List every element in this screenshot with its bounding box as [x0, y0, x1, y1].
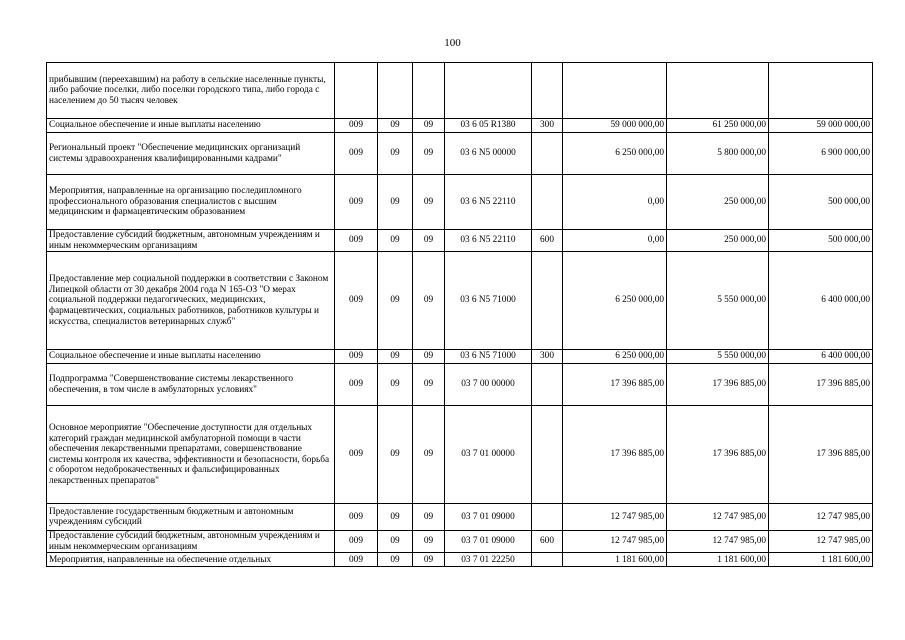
amount-year-2: 61 250 000,00 [667, 119, 769, 133]
amount-year-1: 0,00 [563, 230, 667, 252]
amount-year-2: 12 747 985,00 [667, 531, 769, 553]
amount-year-3: 500 000,00 [769, 230, 873, 252]
subsection-code: 09 [413, 119, 445, 133]
table-row [47, 531, 873, 553]
grbs-code: 009 [335, 504, 378, 531]
target-article-code: 03 6 N5 71000 [445, 252, 532, 350]
amount-year-3: 500 000,00 [769, 175, 873, 230]
subsection-code: 09 [413, 553, 445, 567]
subsection-code: 09 [413, 364, 445, 406]
subsection-code: 09 [413, 504, 445, 531]
table-row [47, 133, 873, 175]
expense-type-code [532, 504, 563, 531]
section-code: 09 [378, 133, 413, 175]
expense-type-code [532, 133, 563, 175]
row-name: прибывшим (переехавшим) на работу в сельские населенные пункты, либо рабочие поселки, либо поселки городского типа, либо города с населением до 50 тысяч человек [47, 63, 335, 119]
table-body [47, 63, 873, 567]
subsection-code: 09 [413, 531, 445, 553]
row-name: Предоставление государственным бюджетным и автономным учреждениям субсидий [47, 504, 335, 531]
subsection-code [413, 63, 445, 119]
subsection-code: 09 [413, 175, 445, 230]
amount-year-2: 5 800 000,00 [667, 133, 769, 175]
row-name: Подпрограмма "Совершенствование системы лекарственного обеспечения, в том числе в амбулаторных условиях" [47, 364, 335, 406]
section-code: 09 [378, 119, 413, 133]
grbs-code: 009 [335, 350, 378, 364]
row-name: Социальное обеспечение и иные выплаты населению [47, 350, 335, 364]
row-name: Предоставление субсидий бюджетным, автономным учреждениям и иным некоммерческим организациям [47, 531, 335, 553]
table-row [47, 119, 873, 133]
amount-year-2: 250 000,00 [667, 230, 769, 252]
expense-type-code: 600 [532, 531, 563, 553]
subsection-code: 09 [413, 230, 445, 252]
amount-year-1: 6 250 000,00 [563, 133, 667, 175]
amount-year-3: 6 900 000,00 [769, 133, 873, 175]
amount-year-3: 1 181 600,00 [769, 553, 873, 567]
row-name: Предоставление мер социальной поддержки в соответствии с Законом Липецкой области от 30 декабря 2004 года N 165-ОЗ "О мерах социальной поддержки педагогических, медицинских, фармацевтических, социальных работников, работников культуры и искусства, специалистов ветеринарных служб" [47, 252, 335, 350]
amount-year-3: 17 396 885,00 [769, 364, 873, 406]
table-row [47, 553, 873, 567]
table-row [47, 406, 873, 504]
row-name: Мероприятия, направленные на организацию последипломного профессионального образования специалистов с высшим медицинским и фармацевтическим образованием [47, 175, 335, 230]
page-number: 100 [444, 37, 461, 49]
amount-year-3 [769, 63, 873, 119]
target-article-code: 03 6 05 R1380 [445, 119, 532, 133]
amount-year-1: 17 396 885,00 [563, 364, 667, 406]
target-article-code: 03 7 01 22250 [445, 553, 532, 567]
amount-year-2: 12 747 985,00 [667, 504, 769, 531]
table-row [47, 175, 873, 230]
grbs-code: 009 [335, 406, 378, 504]
amount-year-3: 59 000 000,00 [769, 119, 873, 133]
amount-year-1: 17 396 885,00 [563, 406, 667, 504]
expense-type-code [532, 63, 563, 119]
grbs-code: 009 [335, 531, 378, 553]
row-name: Мероприятия, направленные на обеспечение отдельных [47, 553, 335, 567]
grbs-code: 009 [335, 119, 378, 133]
amount-year-3: 17 396 885,00 [769, 406, 873, 504]
amount-year-1: 12 747 985,00 [563, 504, 667, 531]
expense-type-code [532, 175, 563, 230]
grbs-code: 009 [335, 252, 378, 350]
section-code: 09 [378, 553, 413, 567]
amount-year-2: 5 550 000,00 [667, 350, 769, 364]
section-code: 09 [378, 350, 413, 364]
amount-year-3: 12 747 985,00 [769, 504, 873, 531]
amount-year-2 [667, 63, 769, 119]
amount-year-2: 17 396 885,00 [667, 364, 769, 406]
section-code: 09 [378, 504, 413, 531]
section-code: 09 [378, 252, 413, 350]
section-code [378, 63, 413, 119]
amount-year-1: 0,00 [563, 175, 667, 230]
amount-year-1: 59 000 000,00 [563, 119, 667, 133]
grbs-code: 009 [335, 175, 378, 230]
amount-year-3: 6 400 000,00 [769, 350, 873, 364]
subsection-code: 09 [413, 406, 445, 504]
target-article-code: 03 7 01 09000 [445, 531, 532, 553]
grbs-code [335, 63, 378, 119]
expense-type-code [532, 364, 563, 406]
subsection-code: 09 [413, 252, 445, 350]
grbs-code: 009 [335, 364, 378, 406]
amount-year-1: 6 250 000,00 [563, 350, 667, 364]
expense-type-code [532, 252, 563, 350]
row-name: Социальное обеспечение и иные выплаты населению [47, 119, 335, 133]
table-row [47, 504, 873, 531]
expense-type-code: 600 [532, 230, 563, 252]
amount-year-3: 6 400 000,00 [769, 252, 873, 350]
table-row [47, 364, 873, 406]
amount-year-1: 6 250 000,00 [563, 252, 667, 350]
grbs-code: 009 [335, 553, 378, 567]
table-row [47, 63, 873, 119]
target-article-code: 03 6 N5 71000 [445, 350, 532, 364]
row-name: Предоставление субсидий бюджетным, автономным учреждениям и иным некоммерческим организациям [47, 230, 335, 252]
amount-year-2: 250 000,00 [667, 175, 769, 230]
amount-year-1: 12 747 985,00 [563, 531, 667, 553]
target-article-code: 03 7 01 00000 [445, 406, 532, 504]
amount-year-1 [563, 63, 667, 119]
table-row [47, 252, 873, 350]
row-name: Основное мероприятие "Обеспечение доступности для отдельных категорий граждан медицинской амбулаторной помощи в части обеспечения лекарственными препаратами, совершенствование системы контроля их качества, эффективности и безопасности, борьба с оборотом недоброкачественных и фальсифицированных лекарственных препаратов" [47, 406, 335, 504]
amount-year-2: 17 396 885,00 [667, 406, 769, 504]
section-code: 09 [378, 406, 413, 504]
target-article-code: 03 6 N5 00000 [445, 133, 532, 175]
row-name: Региональный проект "Обеспечение медицинских организаций системы здравоохранения квалифицированными кадрами" [47, 133, 335, 175]
budget-table [46, 62, 873, 567]
table-row [47, 350, 873, 364]
amount-year-2: 5 550 000,00 [667, 252, 769, 350]
target-article-code: 03 6 N5 22110 [445, 230, 532, 252]
subsection-code: 09 [413, 350, 445, 364]
amount-year-1: 1 181 600,00 [563, 553, 667, 567]
subsection-code: 09 [413, 133, 445, 175]
target-article-code: 03 6 N5 22110 [445, 175, 532, 230]
amount-year-3: 12 747 985,00 [769, 531, 873, 553]
section-code: 09 [378, 175, 413, 230]
amount-year-2: 1 181 600,00 [667, 553, 769, 567]
expense-type-code: 300 [532, 350, 563, 364]
target-article-code [445, 63, 532, 119]
section-code: 09 [378, 230, 413, 252]
section-code: 09 [378, 364, 413, 406]
expense-type-code [532, 553, 563, 567]
section-code: 09 [378, 531, 413, 553]
table-row [47, 230, 873, 252]
expense-type-code: 300 [532, 119, 563, 133]
target-article-code: 03 7 00 00000 [445, 364, 532, 406]
target-article-code: 03 7 01 09000 [445, 504, 532, 531]
grbs-code: 009 [335, 133, 378, 175]
expense-type-code [532, 406, 563, 504]
grbs-code: 009 [335, 230, 378, 252]
